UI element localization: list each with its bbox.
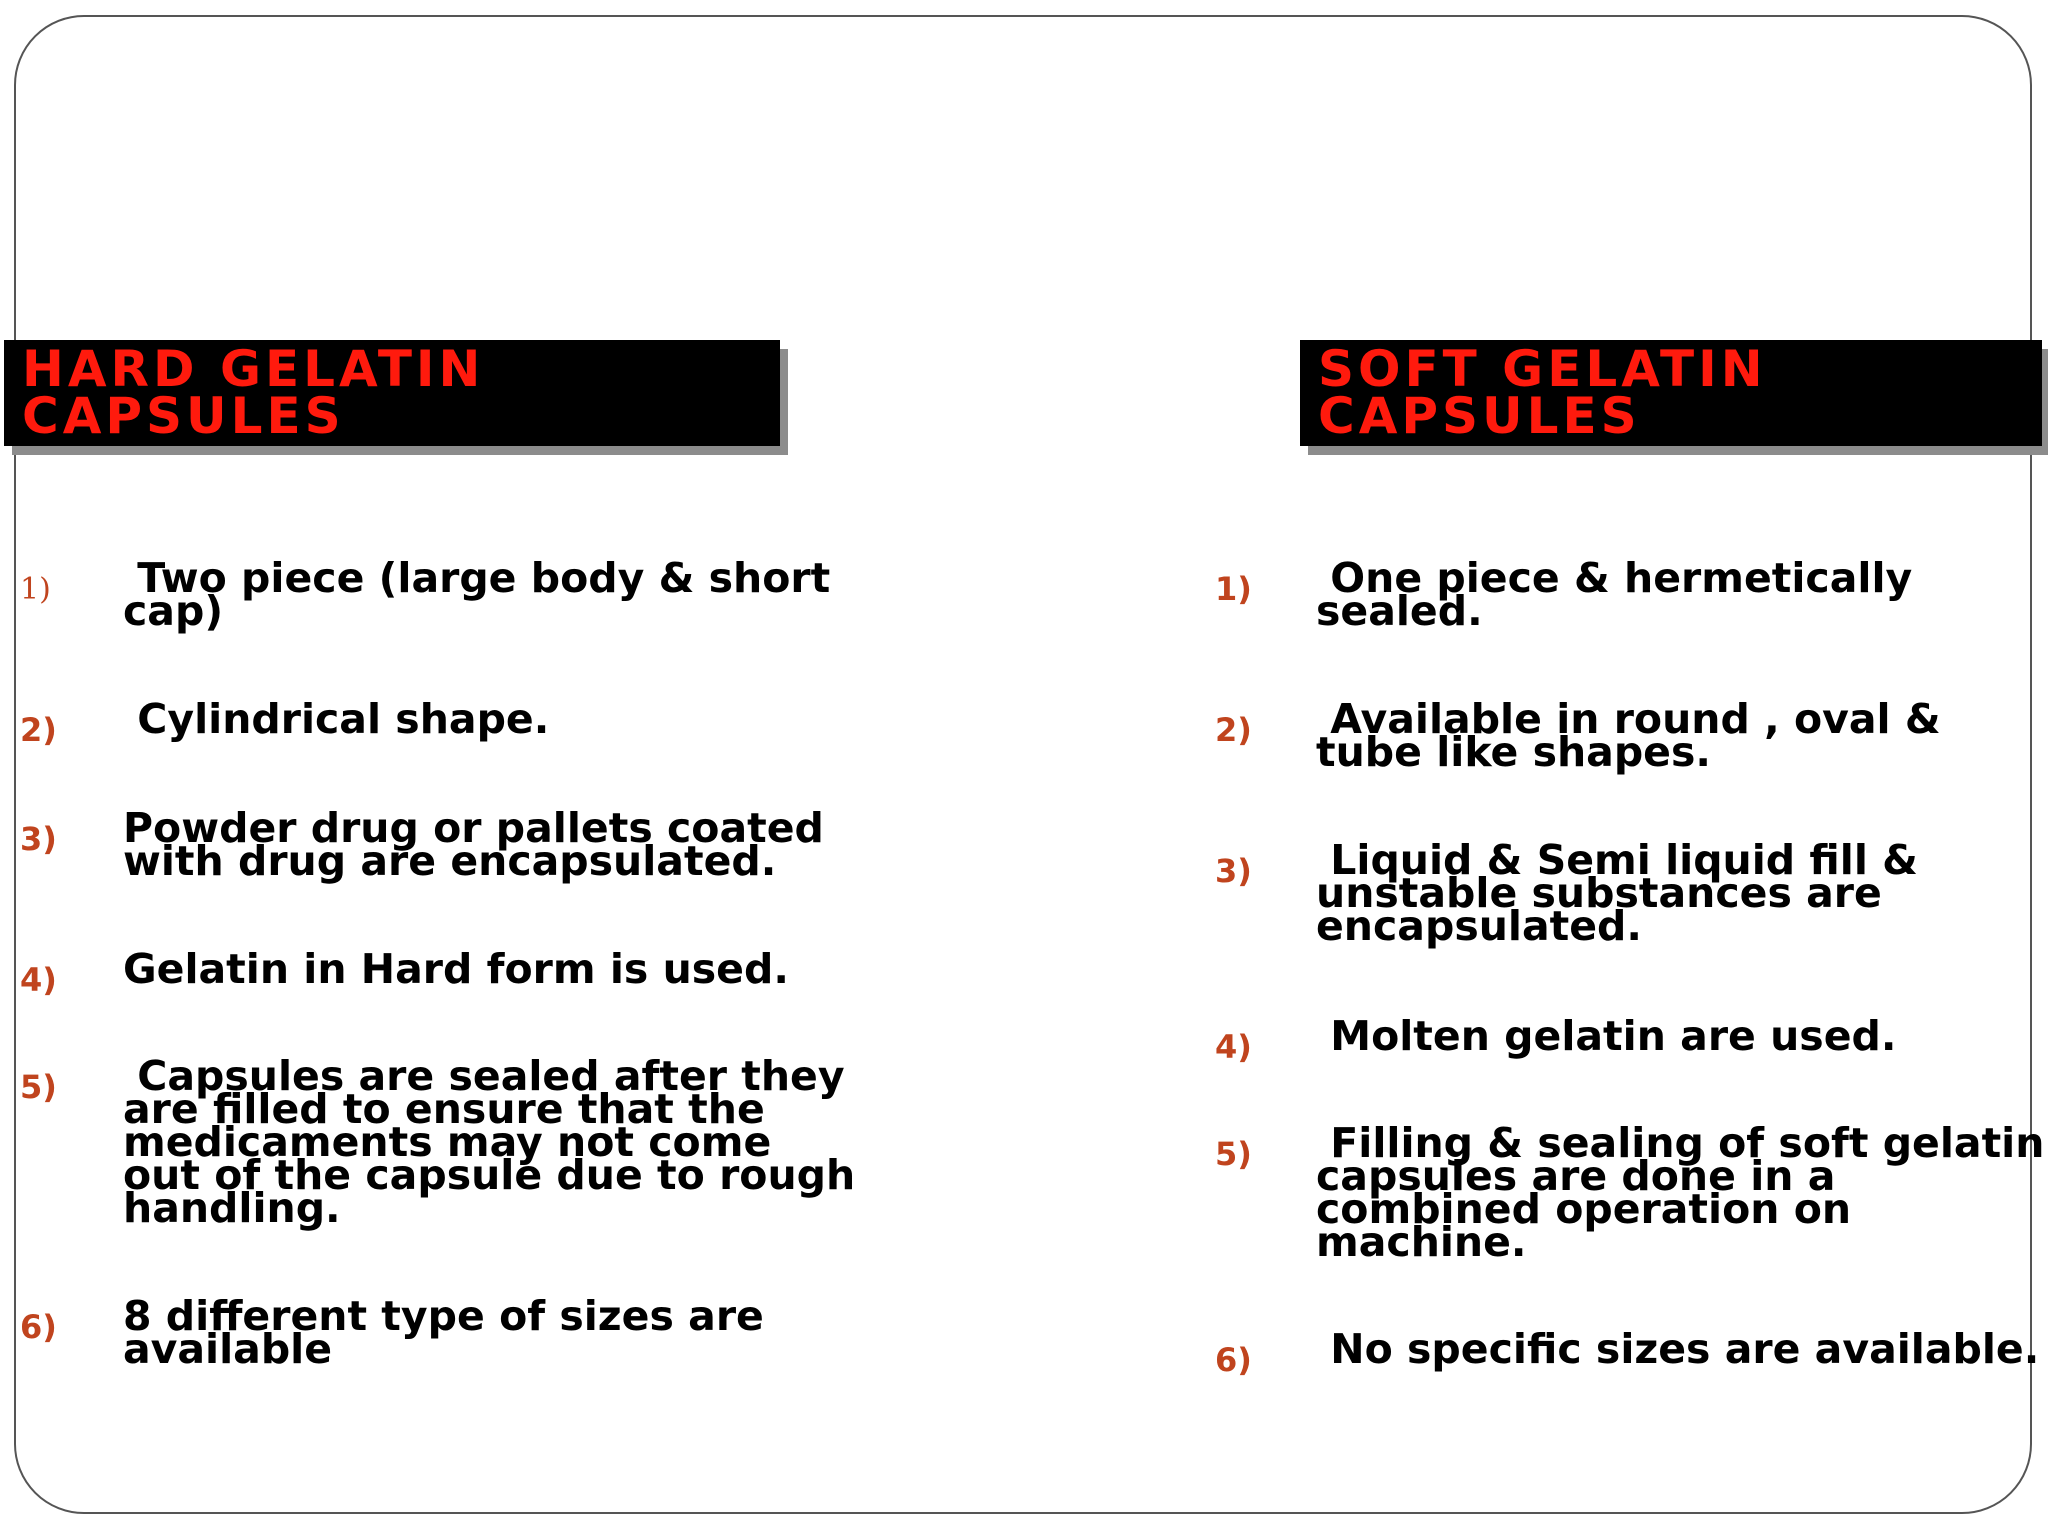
item-text: Two piece (large body & short cap) xyxy=(123,554,831,635)
item-number: 2) xyxy=(20,711,57,749)
item-number: 5) xyxy=(1215,1135,1252,1173)
item-text: Molten gelatin are used. xyxy=(1316,1012,1897,1060)
item-text: Capsules are sealed after they are filled to ensure that the medicaments may not come out of the capsule due to rough handling. xyxy=(123,1052,856,1232)
hard-gelatin-header xyxy=(4,340,780,446)
item-text: Powder drug or pallets coated with drug are encapsulated. xyxy=(123,804,824,885)
item-text: Cylindrical shape. xyxy=(123,695,550,743)
hard-gelatin-title: HARD GELATIN CAPSULES xyxy=(22,340,485,445)
item-text: 8 different type of sizes are available xyxy=(123,1292,764,1373)
item-text: Available in round , oval & tube like shapes. xyxy=(1316,695,1941,776)
soft-gelatin-header xyxy=(1300,340,2042,446)
soft-gelatin-title: SOFT GELATIN CAPSULES xyxy=(1318,340,1767,445)
item-text: Liquid & Semi liquid fill & unstable substances are encapsulated. xyxy=(1316,836,1918,950)
item-number: 3) xyxy=(20,820,57,858)
item-number: 4) xyxy=(1215,1028,1252,1066)
item-text: Filling & sealing of soft gelatin capsules are done in a combined operation on machine. xyxy=(1316,1119,2045,1266)
item-number: 1) xyxy=(20,572,51,607)
item-number: 1) xyxy=(1215,570,1252,608)
item-text: Gelatin in Hard form is used. xyxy=(123,945,789,993)
item-number: 5) xyxy=(20,1068,57,1106)
item-number: 6) xyxy=(20,1308,57,1346)
item-number: 4) xyxy=(20,961,57,999)
item-text: One piece & hermetically sealed. xyxy=(1316,554,1913,635)
item-number: 2) xyxy=(1215,711,1252,749)
item-text: No specific sizes are available. xyxy=(1316,1325,2040,1373)
item-number: 6) xyxy=(1215,1341,1252,1379)
item-number: 3) xyxy=(1215,852,1252,890)
